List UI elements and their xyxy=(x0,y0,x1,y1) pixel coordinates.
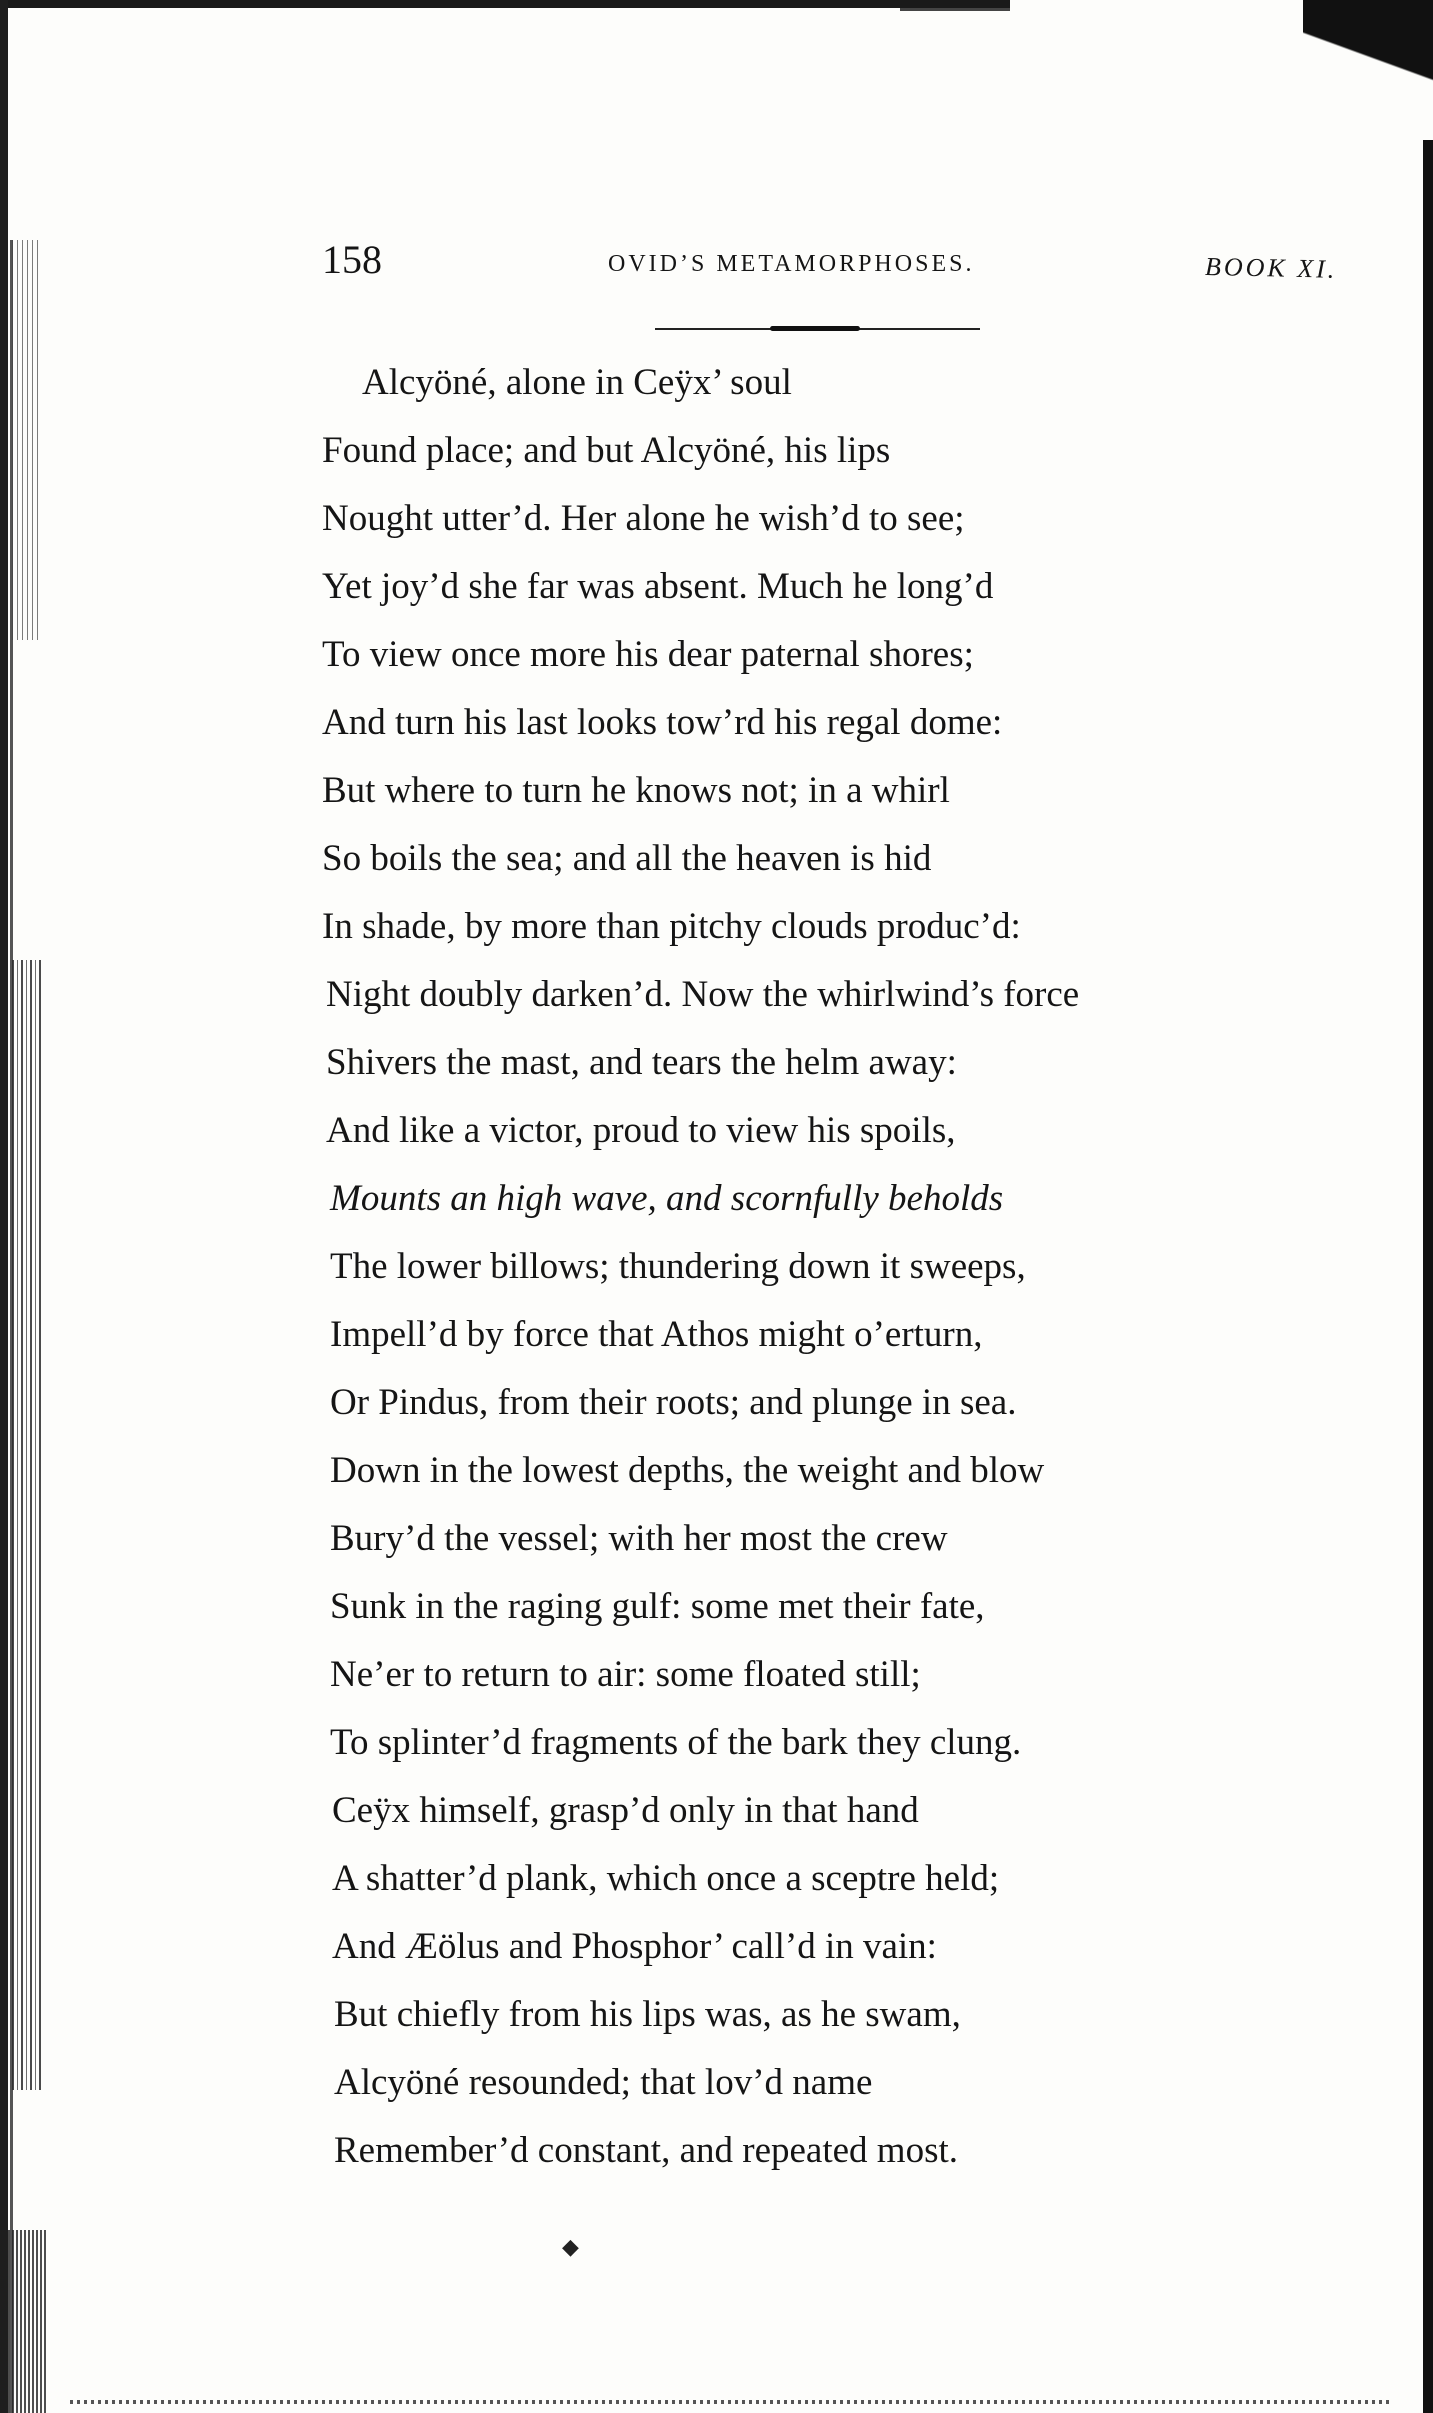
verse-line: Ceÿx himself, grasp’d only in that hand xyxy=(332,1790,919,1831)
verse-line: Mounts an high wave, and scornfully beholds xyxy=(330,1178,1004,1219)
verse-line: Or Pindus, from their roots; and plunge in sea. xyxy=(330,1382,1017,1423)
scan-binding-edge xyxy=(0,0,8,2413)
scan-binding-streaks-top xyxy=(12,240,38,640)
page-number: 158 xyxy=(322,237,382,282)
verse-line: Bury’d the vessel; with her most the crew xyxy=(330,1518,948,1559)
verse-line: So boils the sea; and all the heaven is hid xyxy=(322,838,932,879)
verse-line: Sunk in the raging gulf: some met their fate, xyxy=(330,1586,985,1627)
verse-line: Night doubly darken’d. Now the whirlwind’s force xyxy=(326,974,1080,1015)
verse-line: In shade, by more than pitchy clouds produc’d: xyxy=(322,906,1021,947)
scan-bottom-edge xyxy=(70,2400,1390,2404)
verse-line: Impell’d by force that Athos might o’erturn, xyxy=(330,1314,983,1355)
scan-top-border xyxy=(0,0,1010,8)
verse-line: Found place; and but Alcyöné, his lips xyxy=(322,430,891,471)
running-title: OVID’S METAMORPHOSES. xyxy=(608,251,975,277)
verse-line: Shivers the mast, and tears the helm away: xyxy=(326,1042,957,1083)
verse-line: Alcyöné resounded; that lov’d name xyxy=(334,2062,873,2103)
verse-line: Remember’d constant, and repeated most. xyxy=(334,2130,958,2171)
ink-speck-mark: ◆ xyxy=(562,2234,579,2259)
verse-line: Yet joy’d she far was absent. Much he long’d xyxy=(322,566,994,607)
verse-line: Alcyöné, alone in Ceÿx’ soul xyxy=(362,362,792,403)
verse-line: The lower billows; thundering down it sweeps, xyxy=(330,1246,1026,1287)
verse-line: A shatter’d plank, which once a sceptre held; xyxy=(332,1858,1000,1899)
header-rule-ornament xyxy=(770,326,860,331)
verse-line: To splinter’d fragments of the bark they clung. xyxy=(330,1722,1022,1763)
scan-top-border-thin xyxy=(900,8,1010,11)
verse-line: Nought utter’d. Her alone he wish’d to see; xyxy=(322,498,965,539)
scan-binding-streaks-bottom xyxy=(8,2230,48,2413)
verse-line: And Æölus and Phosphor’ call’d in vain: xyxy=(332,1926,937,1967)
scan-right-edge xyxy=(1423,140,1433,2413)
verse-line: And like a victor, proud to view his spoils, xyxy=(326,1110,956,1151)
verse-line: But where to turn he knows not; in a whirl xyxy=(322,770,950,811)
book-label: BOOK XI. xyxy=(1204,252,1338,284)
verse-line: But chiefly from his lips was, as he swam, xyxy=(334,1994,961,2035)
verse-line: To view once more his dear paternal shores; xyxy=(322,634,974,675)
scan-binding-streaks xyxy=(12,960,42,2090)
scan-page-corner xyxy=(1303,0,1433,150)
verse-line: Down in the lowest depths, the weight and blow xyxy=(330,1450,1045,1491)
verse-line: And turn his last looks tow’rd his regal dome: xyxy=(322,702,1003,743)
verse-line: Ne’er to return to air: some floated still; xyxy=(330,1654,921,1695)
